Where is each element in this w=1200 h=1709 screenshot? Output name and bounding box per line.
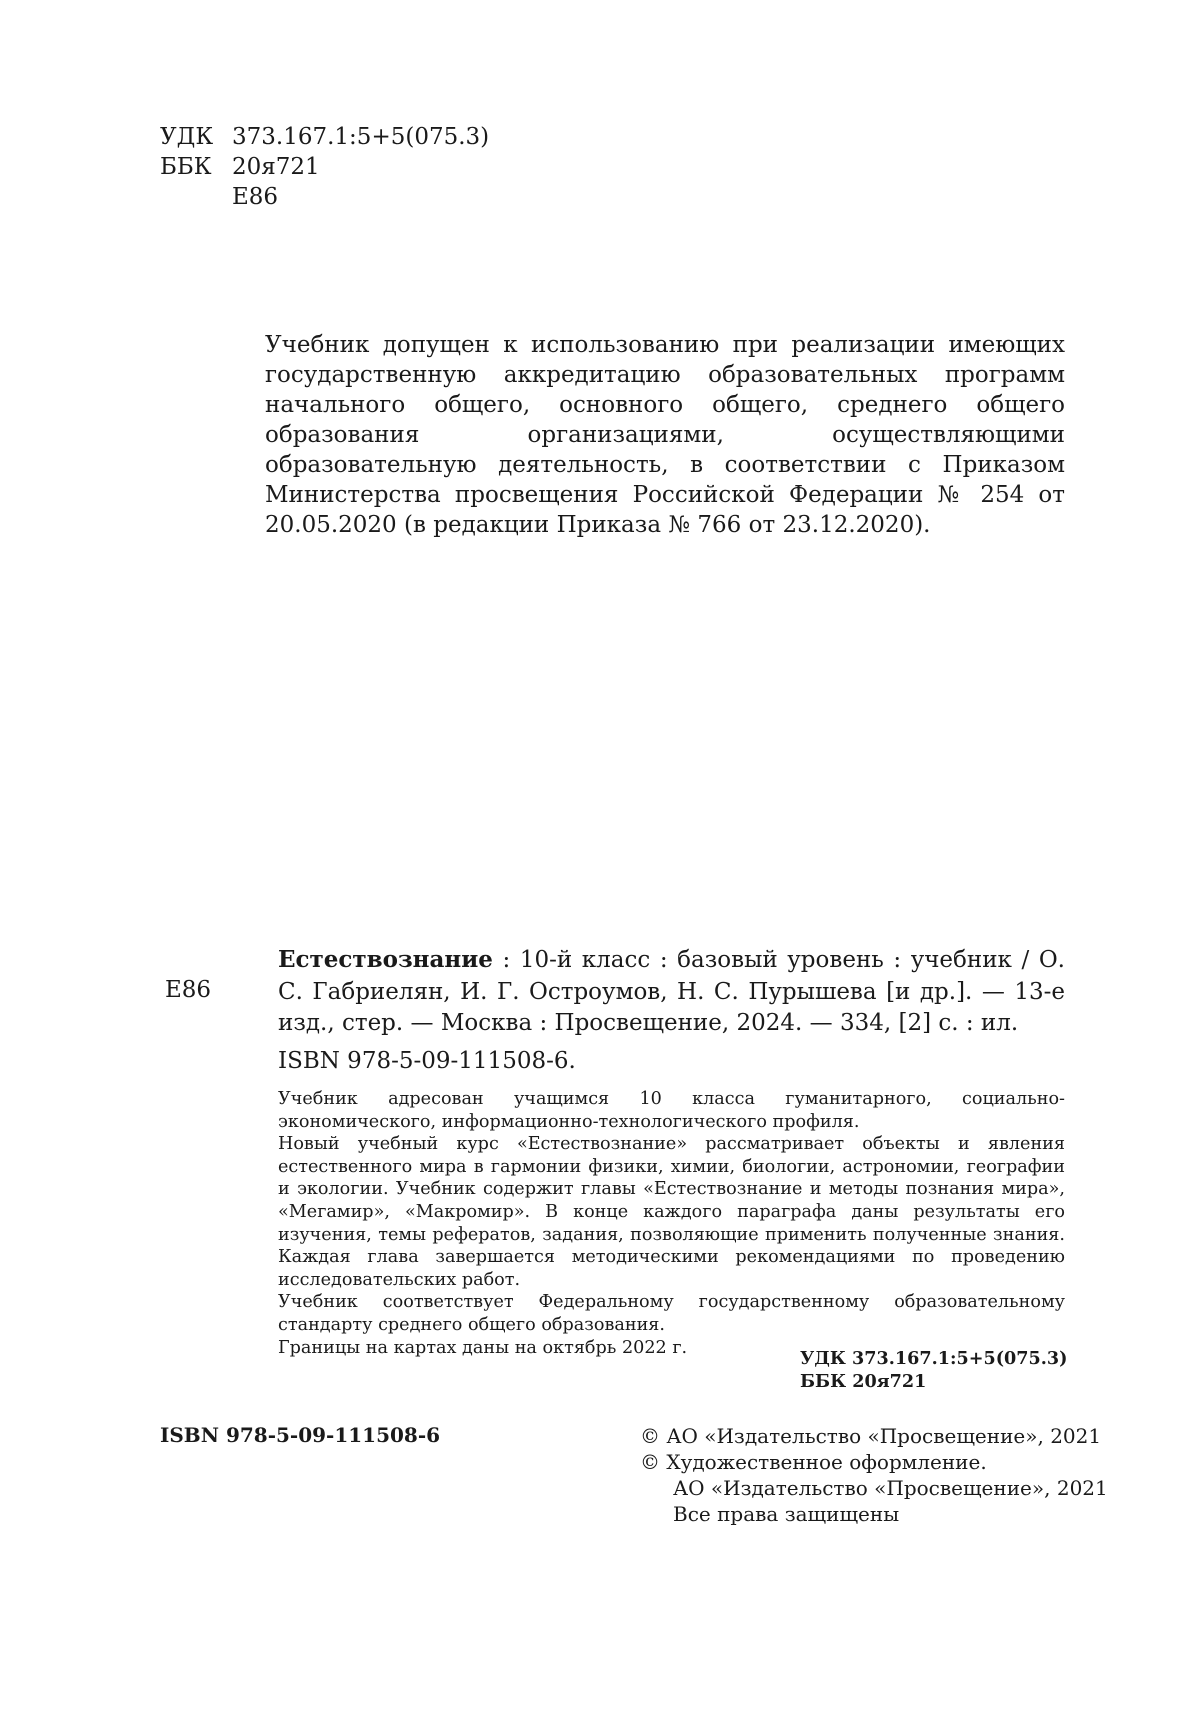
approval-paragraph: Учебник допущен к использованию при реализации имеющих государственную аккредитацию образовательных программ начального общего, основного общего, среднего общего образования организациями, осуществляющими образовательную деятельность, в соответствии с Приказом Министерства просвещения Российской Федерации № 254 от 20.05.2020 (в редакции Приказа № 766 от 23.12.2020). bbox=[265, 332, 1065, 538]
bbk-label: ББК bbox=[160, 154, 212, 180]
bbk-value: 20я721 bbox=[232, 154, 320, 180]
annotation bbox=[278, 1088, 1065, 1359]
isbn-bottom: ISBN 978-5-09-111508-6 bbox=[160, 1423, 441, 1447]
book-title: Естествознание bbox=[278, 946, 493, 973]
rights-reserved: Все права защищены bbox=[673, 1502, 900, 1526]
classification-block bbox=[160, 122, 489, 212]
annotation-paragraph: Учебник соответствует Федеральному государственному образовательному стандарту среднего общего образования. bbox=[278, 1292, 1065, 1335]
annotation-paragraph: Границы на картах даны на октябрь 2022 г. bbox=[278, 1337, 688, 1358]
bibliographic-details: : 10-й класс : базовый уровень : учебник / О. С. Габриелян, И. Г. Остроумов, Н. С. Пурышева [и др.]. — 13-е изд., стер. — Москва : Просвещение, 2024. — 334, [2] с. : ил. bbox=[278, 947, 1065, 1036]
codes-right bbox=[800, 1347, 1067, 1393]
udk-label: УДК bbox=[160, 124, 214, 150]
annotation-paragraph: Новый учебный курс «Естествознание» рассматривает объекты и явления естественного мира в гармонии физики, химии, биологии, астрономии, географии и экологии. Учебник содержит главы «Естествознание и методы познания мира», «Мегамир», «Макромир». В конце каждого параграфа даны результаты его изучения, темы рефератов, задания, позволяющие применить полученные знания. Каждая глава завершается методическими рекомендациями по проведению исследовательских работ. bbox=[278, 1134, 1065, 1290]
isbn-record: ISBN 978-5-09-111508-6. bbox=[278, 1048, 576, 1074]
annotation-paragraph: Учебник адресован учащимся 10 класса гуманитарного, социально-экономического, информационно-технологического профиля. bbox=[278, 1089, 1065, 1132]
copyright-line: АО «Издательство «Просвещение», 2021 bbox=[673, 1476, 1108, 1500]
biblio-author-code: Е86 bbox=[165, 977, 212, 1003]
copyright-line: © Художественное оформление. bbox=[640, 1450, 987, 1474]
bibliographic-record bbox=[278, 944, 1065, 1040]
copyright-line: © АО «Издательство «Просвещение», 2021 bbox=[640, 1424, 1102, 1448]
bbk-code-right: ББК 20я721 bbox=[800, 1371, 927, 1392]
spacer bbox=[160, 182, 232, 212]
author-code: Е86 bbox=[232, 184, 279, 210]
udk-value: 373.167.1:5+5(075.3) bbox=[232, 124, 490, 150]
udk-code-right: УДК 373.167.1:5+5(075.3) bbox=[800, 1348, 1068, 1369]
copyright-block bbox=[640, 1423, 1108, 1527]
